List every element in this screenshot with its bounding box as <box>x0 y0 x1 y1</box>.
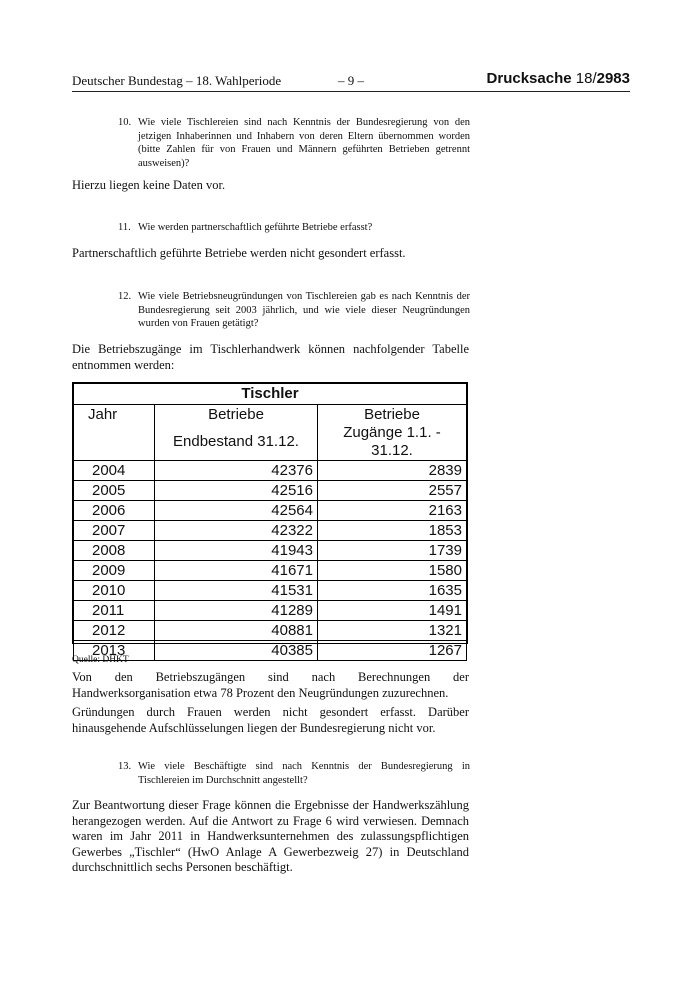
zugaenge-cell: 2557 <box>318 481 467 501</box>
zugaenge-cell: 1267 <box>318 641 467 661</box>
bestand-cell: 40385 <box>155 641 318 661</box>
question-10-number: 10. <box>118 117 132 128</box>
question-10 <box>118 116 470 170</box>
table-header-row-1 <box>74 405 467 425</box>
header-drucksache-label: Drucksache <box>486 70 572 87</box>
zugaenge-cell: 1739 <box>318 541 467 561</box>
question-13 <box>118 760 470 787</box>
year-cell: 2005 <box>74 481 155 501</box>
question-11-text: Wie werden partnerschaftlich geführte Betriebe erfasst? <box>138 222 373 233</box>
question-13-text: Wie viele Beschäftigte sind nach Kenntnis der Bundesregierung in Tischlereien im Durchschnitt angestellt? <box>138 761 470 786</box>
year-cell: 2007 <box>74 521 155 541</box>
year-cell: 2013 <box>74 641 155 661</box>
answer-13: Zur Beantwortung dieser Frage können die Ergebnisse der Handwerkszählung herangezogen werden. Auf die Antwort zu Frage 6 wird verwiesen. Demnach waren im Jahr 2011 in Handwerksunternehmen des zulassungspflichtigen Gewerbes „Tischler“ (HwO Anlage A Gewerbezweig 27) in Deutschland durchschnittlich sechs Personen beschäftigt. <box>72 798 469 874</box>
bestand-cell: 41943 <box>155 541 318 561</box>
question-13-number: 13. <box>118 761 132 772</box>
answer-11: Partnerschaftlich geführte Betriebe werden nicht gesondert erfasst. <box>72 246 406 260</box>
column-header-zugaenge-line2: Zugänge 1.1. - 31.12. <box>318 424 467 461</box>
column-header-year-blank <box>74 424 155 461</box>
question-12 <box>118 290 470 331</box>
column-header-zugaenge-line1: Betriebe <box>318 405 467 425</box>
header-page-number: – 9 – <box>338 73 364 88</box>
answer-12-paragraph-2: Von den Betriebszugängen sind nach Berechnungen der Handwerksorganisation etwa 78 Prozent den Neugründungen zuzurechnen. <box>72 670 469 700</box>
answer-10: Hierzu liegen keine Daten vor. <box>72 178 226 192</box>
table-row <box>74 461 467 481</box>
question-12-text: Wie viele Betriebsneugründungen von Tischlereien gab es nach Kenntnis der Bundesregierung seit 2003 jährlich, und wie viele dieser Neugründungen wurden von Frauen getätigt? <box>138 291 470 329</box>
table-title-row <box>74 384 467 405</box>
table-title: Tischler <box>74 384 467 405</box>
table-row <box>74 481 467 501</box>
table-row <box>74 621 467 641</box>
zugaenge-cell: 1580 <box>318 561 467 581</box>
answer-12-intro: Die Betriebszugänge im Tischlerhandwerk können nachfolgender Tabelle entnommen werden: <box>72 342 469 372</box>
bestand-cell: 42376 <box>155 461 318 481</box>
bestand-cell: 42322 <box>155 521 318 541</box>
table-row <box>74 541 467 561</box>
header-drucksache-number-bold: 2983 <box>596 70 630 87</box>
year-cell: 2012 <box>74 621 155 641</box>
bestand-cell: 40881 <box>155 621 318 641</box>
header-drucksache-number: 18/ <box>571 70 597 87</box>
question-11-number: 11. <box>118 222 131 233</box>
column-header-year: Jahr <box>74 405 155 425</box>
tischler-table <box>72 382 468 659</box>
year-cell: 2008 <box>74 541 155 561</box>
year-cell: 2006 <box>74 501 155 521</box>
page-header <box>72 70 630 90</box>
header-rule <box>72 91 630 92</box>
year-cell: 2011 <box>74 601 155 621</box>
year-cell: 2010 <box>74 581 155 601</box>
zugaenge-cell: 1321 <box>318 621 467 641</box>
answer-12-paragraph-3: Gründungen durch Frauen werden nicht gesondert erfasst. Darüber hinausgehende Aufschlüsselungen liegen der Bundesregierung nicht vor. <box>72 705 469 735</box>
year-cell: 2009 <box>74 561 155 581</box>
table-header-row-2 <box>74 424 467 461</box>
table-row <box>74 521 467 541</box>
bestand-cell: 42516 <box>155 481 318 501</box>
table-row <box>74 601 467 621</box>
zugaenge-cell: 1853 <box>318 521 467 541</box>
question-10-text: Wie viele Tischlereien sind nach Kenntnis der Bundesregierung von den jetzigen Inhaberinnen und Inhabern von deren Eltern übernommen worden (bitte Zahlen für von Frauen und Männern geführten Betrieben getrennt ausweisen)? <box>138 117 470 169</box>
zugaenge-cell: 1635 <box>318 581 467 601</box>
zugaenge-cell: 2839 <box>318 461 467 481</box>
table-row <box>74 581 467 601</box>
bestand-cell: 42564 <box>155 501 318 521</box>
bestand-cell: 41671 <box>155 561 318 581</box>
header-drucksache <box>487 70 630 87</box>
column-header-bestand-line2: Endbestand 31.12. <box>155 424 318 461</box>
table-row <box>74 561 467 581</box>
year-cell: 2004 <box>74 461 155 481</box>
bestand-cell: 41289 <box>155 601 318 621</box>
table-body <box>74 461 467 661</box>
table-source: Quelle: DHKT <box>72 655 129 665</box>
question-12-number: 12. <box>118 291 132 302</box>
table-row <box>74 641 467 661</box>
zugaenge-cell: 2163 <box>318 501 467 521</box>
header-publication: Deutscher Bundestag – 18. Wahlperiode <box>72 73 282 88</box>
table-row <box>74 501 467 521</box>
zugaenge-cell: 1491 <box>318 601 467 621</box>
tischler-table-grid <box>73 383 467 661</box>
question-11 <box>118 221 470 235</box>
bestand-cell: 41531 <box>155 581 318 601</box>
column-header-bestand-line1: Betriebe <box>155 405 318 425</box>
